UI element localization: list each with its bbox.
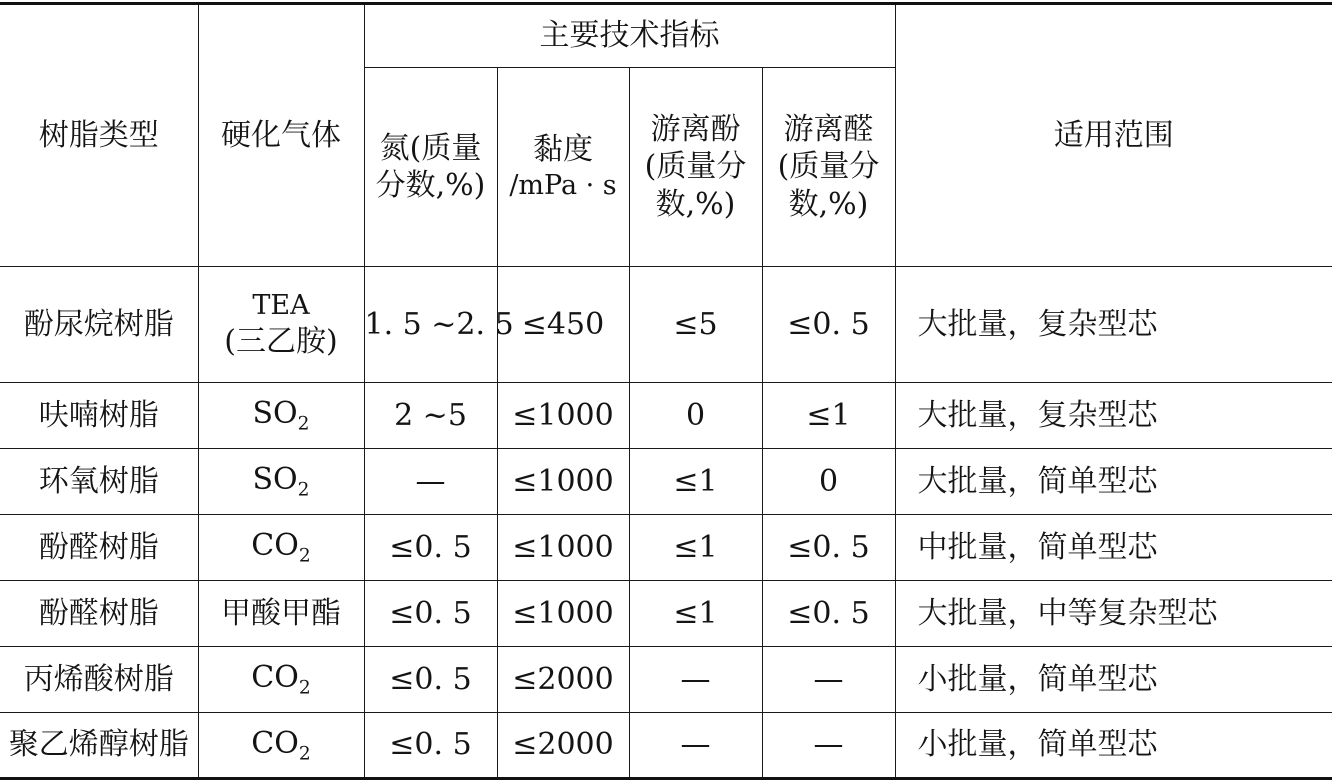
cell-free-phenol: ≤1	[629, 515, 762, 581]
cell-gas	[198, 515, 364, 581]
cell-free-phenol: —	[629, 713, 762, 779]
cell-application: 大批量，复杂型芯	[895, 267, 1332, 383]
cell-gas	[198, 647, 364, 713]
cell-gas-note: (三乙胺)	[224, 323, 338, 359]
cell-nitrogen: ≤0. 5	[364, 713, 497, 779]
cell-gas-main: CO	[251, 725, 299, 761]
cell-gas	[198, 713, 364, 779]
header-hardening-gas: 硬化气体	[198, 4, 364, 267]
cell-gas-main: 甲酸甲酯	[221, 595, 341, 631]
cell-gas-subscript: 2	[298, 743, 311, 765]
cell-gas-main: SO	[252, 396, 298, 432]
cell-nitrogen: 2 ~5	[364, 383, 497, 449]
cell-gas	[198, 449, 364, 515]
cell-free-aldehyde: —	[762, 713, 895, 779]
cell-free-phenol: —	[629, 647, 762, 713]
cell-free-aldehyde: ≤1	[762, 383, 895, 449]
table-row	[0, 581, 1332, 647]
cell-viscosity: ≤2000	[497, 713, 629, 779]
header-nitrogen	[364, 68, 497, 267]
resin-gas-hardening-table	[0, 2, 1332, 780]
header-nitrogen-line2: 分数,%)	[375, 168, 486, 203]
cell-resin: 酚尿烷树脂	[0, 267, 198, 383]
cell-resin: 酚醛树脂	[0, 515, 198, 581]
cell-resin: 聚乙烯醇树脂	[0, 713, 198, 779]
cell-nitrogen: —	[364, 449, 497, 515]
cell-nitrogen: ≤0. 5	[364, 581, 497, 647]
cell-application: 大批量，复杂型芯	[895, 383, 1332, 449]
cell-nitrogen: 1. 5 ~2. 5	[364, 267, 497, 383]
table-row	[0, 383, 1332, 449]
cell-application: 大批量，中等复杂型芯	[895, 581, 1332, 647]
header-free-aldehyde-line3: 数,%)	[788, 186, 869, 222]
cell-free-aldehyde: ≤0. 5	[762, 515, 895, 581]
header-free-phenol	[629, 68, 762, 267]
cell-application: 大批量，简单型芯	[895, 449, 1332, 515]
cell-gas-main: CO	[251, 528, 299, 564]
cell-viscosity: ≤450	[497, 267, 629, 383]
cell-resin: 丙烯酸树脂	[0, 647, 198, 713]
cell-free-aldehyde: ≤0. 5	[762, 581, 895, 647]
cell-viscosity: ≤2000	[497, 647, 629, 713]
cell-free-phenol: ≤1	[629, 581, 762, 647]
table-row	[0, 515, 1332, 581]
header-viscosity-line2: /mPa · s	[509, 169, 617, 201]
cell-nitrogen: ≤0. 5	[364, 647, 497, 713]
table-row	[0, 449, 1332, 515]
cell-nitrogen: ≤0. 5	[364, 515, 497, 581]
cell-resin: 环氧树脂	[0, 449, 198, 515]
cell-free-phenol: 0	[629, 383, 762, 449]
cell-viscosity: ≤1000	[497, 449, 629, 515]
cell-gas-subscript: 2	[298, 545, 311, 567]
header-free-phenol-line2: (质量分	[644, 149, 747, 185]
header-free-aldehyde	[762, 68, 895, 267]
header-main-indicators: 主要技术指标	[364, 4, 895, 68]
cell-gas	[198, 267, 364, 383]
cell-gas-subscript: 2	[298, 677, 311, 699]
table-row	[0, 647, 1332, 713]
header-free-aldehyde-line2: (质量分	[777, 149, 880, 185]
header-free-aldehyde-line1: 游离醛	[783, 111, 874, 147]
cell-free-aldehyde: —	[762, 647, 895, 713]
table-row	[0, 267, 1332, 383]
cell-application: 小批量，简单型芯	[895, 713, 1332, 779]
header-application: 适用范围	[895, 4, 1332, 267]
cell-free-aldehyde: 0	[762, 449, 895, 515]
cell-application: 小批量，简单型芯	[895, 647, 1332, 713]
header-row-top	[0, 4, 1332, 68]
header-resin-type: 树脂类型	[0, 4, 198, 267]
cell-viscosity: ≤1000	[497, 515, 629, 581]
header-free-phenol-line3: 数,%)	[655, 186, 736, 222]
cell-viscosity: ≤1000	[497, 383, 629, 449]
table-row	[0, 713, 1332, 779]
cell-gas-subscript: 2	[297, 479, 310, 501]
cell-gas	[198, 581, 364, 647]
cell-gas-subscript: 2	[297, 413, 310, 435]
cell-gas-main: TEA	[252, 289, 310, 321]
header-viscosity-line1: 黏度	[533, 132, 593, 168]
header-viscosity	[497, 68, 629, 267]
cell-gas	[198, 383, 364, 449]
cell-gas-main: CO	[251, 660, 299, 696]
header-free-phenol-line1: 游离酚	[650, 111, 741, 147]
cell-free-phenol: ≤1	[629, 449, 762, 515]
cell-viscosity: ≤1000	[497, 581, 629, 647]
header-nitrogen-line1: 氮(质量	[379, 130, 482, 166]
cell-application: 中批量，简单型芯	[895, 515, 1332, 581]
cell-resin: 酚醛树脂	[0, 581, 198, 647]
cell-free-aldehyde: ≤0. 5	[762, 267, 895, 383]
cell-gas-main: SO	[252, 462, 298, 498]
cell-free-phenol: ≤5	[629, 267, 762, 383]
cell-resin: 呋喃树脂	[0, 383, 198, 449]
